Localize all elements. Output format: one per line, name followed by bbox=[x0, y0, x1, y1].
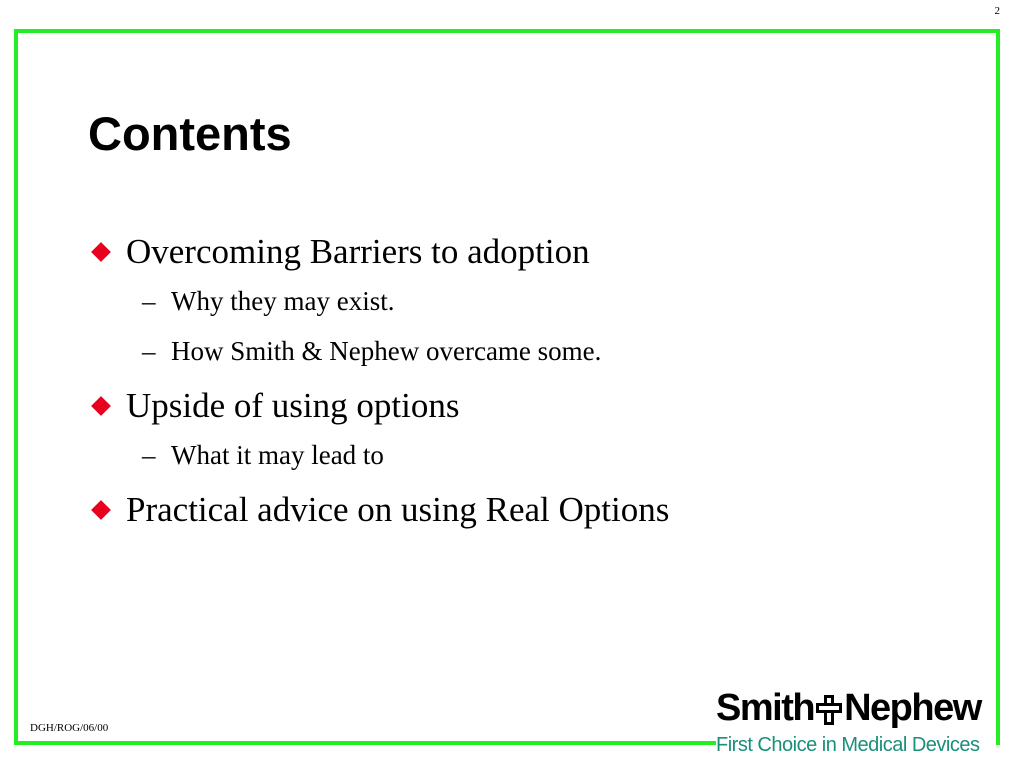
sub-bullet-item bbox=[88, 430, 669, 480]
cross-icon bbox=[816, 695, 842, 725]
page-number: 2 bbox=[994, 5, 1000, 17]
dash-marker: – bbox=[142, 336, 156, 366]
bullet-item bbox=[88, 486, 669, 534]
diamond-bullet-icon bbox=[91, 396, 111, 416]
bullet-text: Overcoming Barriers to adoption bbox=[126, 232, 590, 271]
brand-tagline: First Choice in Medical Devices bbox=[716, 734, 980, 756]
dash-marker: – bbox=[142, 440, 156, 470]
sub-bullet-text: What it may lead to bbox=[171, 440, 384, 470]
diamond-bullet-icon bbox=[91, 500, 111, 520]
dash-marker: – bbox=[142, 286, 156, 316]
diamond-bullet-icon bbox=[91, 242, 111, 262]
sub-bullet-text: Why they may exist. bbox=[171, 286, 395, 316]
bullet-item bbox=[88, 382, 669, 430]
brand-logo bbox=[716, 688, 981, 728]
slide-frame-bottom bbox=[14, 741, 716, 745]
brand-name-left: Smith bbox=[716, 687, 815, 729]
sub-bullet-item bbox=[88, 326, 669, 376]
brand-name-right: Nephew bbox=[844, 687, 981, 729]
sub-bullet-text: How Smith & Nephew overcame some. bbox=[171, 336, 602, 366]
bullet-text: Upside of using options bbox=[126, 386, 460, 425]
bullet-list bbox=[88, 228, 669, 534]
bullet-item bbox=[88, 228, 669, 276]
bullet-text: Practical advice on using Real Options bbox=[126, 490, 670, 529]
slide-title: Contents bbox=[88, 107, 292, 160]
sub-bullet-item bbox=[88, 276, 669, 326]
footer-code: DGH/ROG/06/00 bbox=[30, 722, 109, 734]
